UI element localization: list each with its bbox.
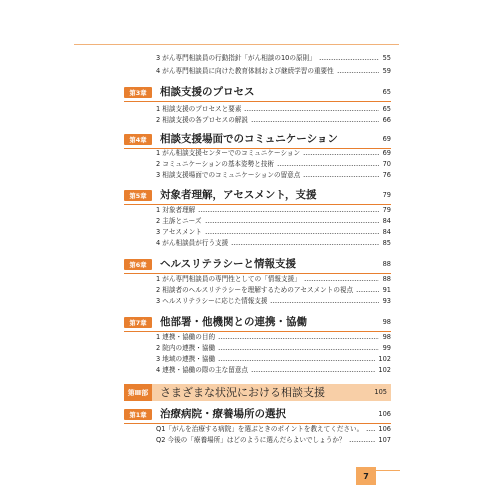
entry-page: 66 <box>382 116 391 124</box>
entry-page: 85 <box>382 239 391 247</box>
entry-page: 91 <box>382 286 391 294</box>
chapter-title: 相談支援のプロセス <box>160 86 255 98</box>
entry-page: 55 <box>382 54 391 62</box>
entry-title: 1 がん相談支援センターでのコミュニケーション <box>156 149 301 157</box>
chapter-title: 治療病院・療養場所の選択 <box>160 408 286 420</box>
toc-entry[interactable] <box>156 237 391 249</box>
entry-title: 3 がん専門相談員の行動指針「がん相談の10の原則」 <box>156 54 316 62</box>
entry-page: 107 <box>378 436 391 444</box>
toc-entry[interactable] <box>156 169 391 181</box>
chapter-page: 79 <box>382 191 391 199</box>
leader-dots <box>303 176 379 177</box>
chapter-page: 106 <box>378 410 391 418</box>
chapter-heading[interactable] <box>124 84 391 102</box>
toc-entry[interactable] <box>156 114 391 126</box>
leader-dots <box>366 430 375 431</box>
entry-page: 106 <box>378 425 391 433</box>
entry-page: 102 <box>378 366 391 374</box>
entry-title: 2 院内の連携・協働 <box>156 344 216 352</box>
chapter-page: 98 <box>382 318 391 326</box>
entry-page: 79 <box>382 206 391 214</box>
part-badge: 第Ⅲ部 <box>124 384 152 401</box>
entry-page: 76 <box>382 171 391 179</box>
leader-dots <box>251 121 379 122</box>
leader-dots <box>277 165 379 166</box>
entry-title: 4 連携・協働の際の主な留意点 <box>156 366 249 374</box>
entry-page: 69 <box>382 149 391 157</box>
entry-title: 3 地域の連携・協働 <box>156 355 216 363</box>
entry-title: 2 相談支援の各プロセスの解説 <box>156 116 249 124</box>
entry-page: 98 <box>382 333 391 341</box>
leader-dots <box>218 349 379 350</box>
entry-title: Q1「がんを治療する病院」を選ぶときのポイントを教えてください。 <box>156 425 364 433</box>
entry-title: 1 対象者理解 <box>156 206 196 214</box>
chapter-badge: 第7章 <box>124 317 152 328</box>
chapter-rule <box>124 101 391 102</box>
leader-dots <box>218 360 375 361</box>
entry-title: 2 主訴とニーズ <box>156 217 202 225</box>
chapter-badge: 第4章 <box>124 134 152 145</box>
leader-dots <box>304 280 379 281</box>
leader-dots <box>205 222 379 223</box>
leader-dots <box>205 233 379 234</box>
entry-page: 84 <box>382 228 391 236</box>
leader-dots <box>231 244 379 245</box>
entry-page: 65 <box>382 105 391 113</box>
chapter-heading[interactable] <box>124 314 391 332</box>
chapter-title: 相談支援場面でのコミュニケーション <box>160 133 338 145</box>
chapter-badge: 第3章 <box>124 87 152 98</box>
entry-title: 4 がん専門相談員に向けた教育体制および継続学習の重要性 <box>156 67 334 75</box>
entry-title: 1 がん専門相談員の専門性としての「情報支援」 <box>156 275 301 283</box>
toc-entry[interactable] <box>156 434 391 446</box>
leader-dots <box>337 72 379 73</box>
top-rule <box>74 44 399 45</box>
chapter-page: 88 <box>382 260 391 268</box>
toc-entry[interactable] <box>156 52 391 64</box>
leader-dots <box>356 291 379 292</box>
chapter-title: ヘルスリテラシーと情報支援 <box>160 258 296 270</box>
page-number: 7 <box>356 467 376 485</box>
bottom-rule <box>376 470 400 471</box>
part-heading[interactable] <box>124 384 391 401</box>
chapter-title: 他部署・他機関との連携・協働 <box>160 316 307 328</box>
entry-title: 3 相談支援場面でのコミュニケーションの留意点 <box>156 171 301 179</box>
part-page: 105 <box>374 388 387 396</box>
leader-dots <box>349 441 376 442</box>
entry-page: 70 <box>382 160 391 168</box>
chapter-page: 65 <box>382 88 391 96</box>
toc-entry[interactable] <box>156 364 391 376</box>
chapter-badge: 第6章 <box>124 259 152 270</box>
leader-dots <box>251 371 375 372</box>
toc-entry[interactable] <box>156 65 391 77</box>
toc-entry[interactable] <box>156 295 391 307</box>
entry-page: 99 <box>382 344 391 352</box>
leader-dots <box>198 211 379 212</box>
leader-dots <box>303 154 379 155</box>
chapter-heading[interactable] <box>124 256 391 274</box>
entry-page: 88 <box>382 275 391 283</box>
part-title: さまざまな状況における相談支援 <box>160 386 325 399</box>
entry-page: 59 <box>382 67 391 75</box>
entry-title: 3 アセスメント <box>156 228 202 236</box>
entry-title: 2 コミュニケーションの基本姿勢と技術 <box>156 160 274 168</box>
chapter-heading[interactable] <box>124 187 391 205</box>
leader-dots <box>319 59 379 60</box>
chapter-heading[interactable] <box>124 406 391 424</box>
entry-page: 84 <box>382 217 391 225</box>
entry-title: 3 ヘルスリテラシーに応じた情報支援 <box>156 297 268 305</box>
entry-title: 1 相談支援のプロセスと要素 <box>156 105 242 113</box>
entry-title: 2 相談者のヘルスリテラシーを理解するためのアセスメントの視点 <box>156 286 354 294</box>
entry-page: 93 <box>382 297 391 305</box>
leader-dots <box>270 302 379 303</box>
chapter-title: 対象者理解，アセスメント，支援 <box>160 189 317 201</box>
chapter-badge: 第5章 <box>124 190 152 201</box>
entry-title: 4 がん相談員が行う支援 <box>156 239 229 247</box>
chapter-badge: 第1章 <box>124 409 152 420</box>
entry-title: 1 連携・協働の目的 <box>156 333 216 341</box>
entry-title: Q2 今後の「療養場所」はどのように選んだらよいでしょうか？ <box>156 436 346 444</box>
leader-dots <box>218 338 379 339</box>
leader-dots <box>244 110 379 111</box>
entry-page: 102 <box>378 355 391 363</box>
chapter-page: 69 <box>382 135 391 143</box>
